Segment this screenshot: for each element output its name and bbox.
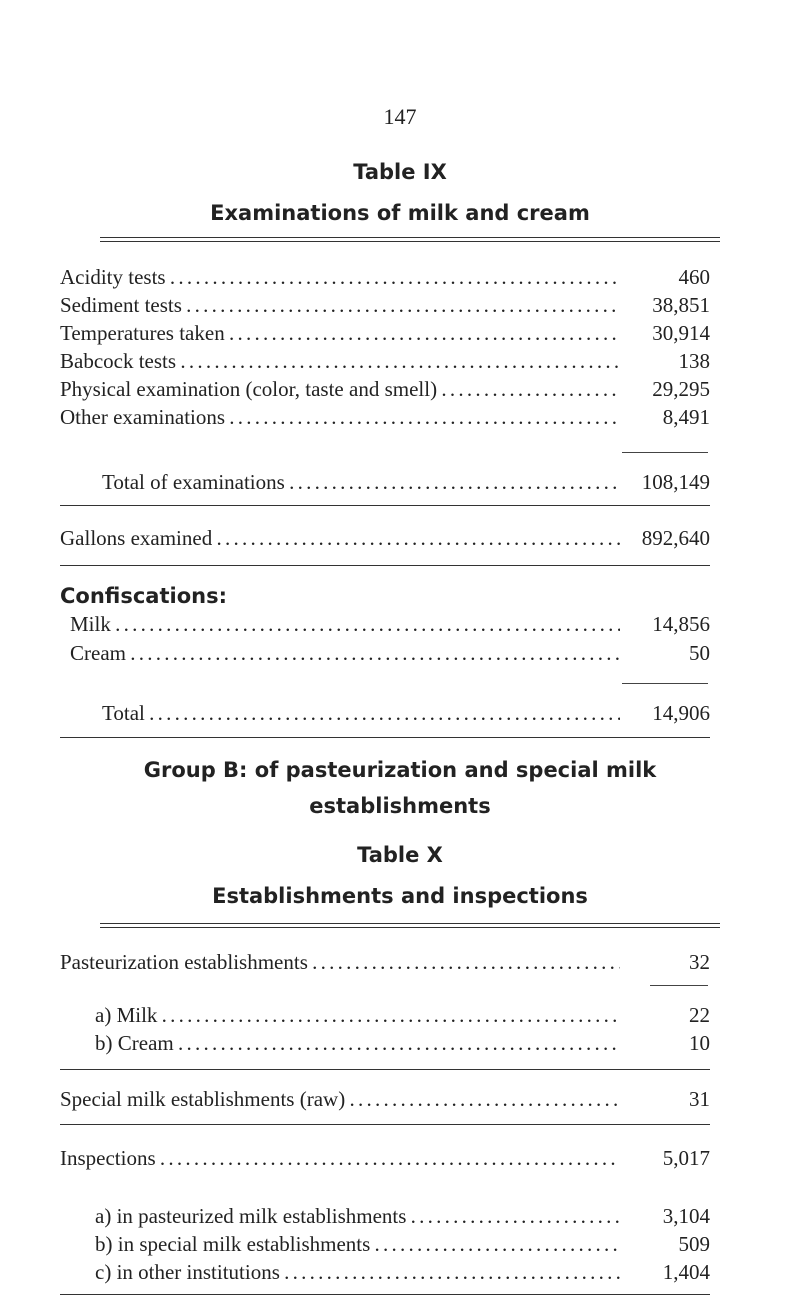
row-value: 14,856 xyxy=(652,612,710,636)
row-label: c) in other institutions . . . xyxy=(95,1258,620,1286)
gallons-row xyxy=(60,524,720,552)
bottom-rule xyxy=(60,1294,710,1295)
row-label: a) in pasteurized milk establishments . . . xyxy=(95,1202,620,1230)
table-row xyxy=(70,639,720,667)
row-value: 5,017 xyxy=(662,1146,710,1170)
row-value: 22 xyxy=(689,1003,710,1027)
page-number: 147 xyxy=(383,104,417,129)
row-label: Temperatures taken . . . xyxy=(60,319,620,347)
total-value: 14,906 xyxy=(652,701,710,725)
row-label: Special milk establishments (raw) . . . xyxy=(60,1085,620,1113)
total-value: 108,149 xyxy=(641,470,710,494)
table-row xyxy=(95,1202,720,1230)
table-row xyxy=(60,347,720,375)
row-value: 50 xyxy=(689,641,710,665)
table-row xyxy=(60,375,720,403)
table-row xyxy=(95,1029,720,1057)
special-row xyxy=(60,1085,720,1113)
row-label: Acidity tests . . . xyxy=(60,263,620,291)
sum-rule xyxy=(622,683,708,684)
inspections-row xyxy=(60,1144,720,1172)
table-row xyxy=(60,291,720,319)
table-row xyxy=(95,1230,720,1258)
row-value: 3,104 xyxy=(662,1204,710,1228)
section-rule xyxy=(60,565,710,566)
sum-rule xyxy=(650,985,708,986)
total-label: Total of examinations . . . xyxy=(102,468,620,496)
row-value: 460 xyxy=(678,265,710,289)
row-value: 509 xyxy=(678,1232,710,1256)
row-label: Cream . . . xyxy=(70,639,620,667)
table9-title: Table IX xyxy=(353,160,447,184)
table-row xyxy=(70,610,720,638)
row-label: Inspections . . . xyxy=(60,1144,620,1172)
row-label: Physical examination (color, taste and smell) . . . xyxy=(60,375,620,403)
table-row xyxy=(60,319,720,347)
group-b-heading: Group B: of pasteurization and special milk xyxy=(143,758,657,782)
row-label: Sediment tests . . . xyxy=(60,291,620,319)
gallons-value: 892,640 xyxy=(641,526,710,550)
table9-top-double-rule xyxy=(100,237,720,242)
table10-top-double-rule xyxy=(100,923,720,928)
sum-rule xyxy=(622,452,708,453)
row-label: b) Cream . . . xyxy=(95,1029,620,1057)
total-label: Total . . . xyxy=(102,699,620,727)
table-row xyxy=(95,1001,720,1029)
confiscations-total-row xyxy=(102,699,720,727)
row-value: 38,851 xyxy=(652,293,710,317)
row-value: 10 xyxy=(689,1031,710,1055)
row-label: a) Milk . . . xyxy=(95,1001,620,1029)
section-rule xyxy=(60,737,710,738)
gallons-label: Gallons examined . . . xyxy=(60,524,620,552)
table-row xyxy=(95,1258,720,1286)
row-value: 30,914 xyxy=(652,321,710,345)
table10-title: Table X xyxy=(357,843,443,867)
row-value: 138 xyxy=(678,349,710,373)
row-value: 8,491 xyxy=(662,405,710,429)
total-row xyxy=(102,468,720,496)
row-label: Milk . . . xyxy=(70,610,620,638)
table10-subtitle: Establishments and inspections xyxy=(212,884,588,908)
section-rule xyxy=(60,1124,710,1125)
row-value: 29,295 xyxy=(652,377,710,401)
row-label: Other examinations . . . xyxy=(60,403,620,431)
pasteurization-row xyxy=(60,948,720,976)
row-label: Babcock tests . . . xyxy=(60,347,620,375)
row-value: 1,404 xyxy=(662,1260,710,1284)
row-label: Pasteurization establishments . . . xyxy=(60,948,620,976)
table-row xyxy=(60,403,720,431)
table-row xyxy=(60,263,720,291)
section-rule xyxy=(60,1069,710,1070)
confiscations-heading: Confiscations: xyxy=(60,584,227,608)
row-value: 32 xyxy=(689,950,710,974)
row-label: b) in special milk establishments . . . xyxy=(95,1230,620,1258)
row-value: 31 xyxy=(689,1087,710,1111)
section-rule xyxy=(60,505,710,506)
table9-subtitle: Examinations of milk and cream xyxy=(210,201,590,225)
group-b-heading-cont: establishments xyxy=(309,794,491,818)
